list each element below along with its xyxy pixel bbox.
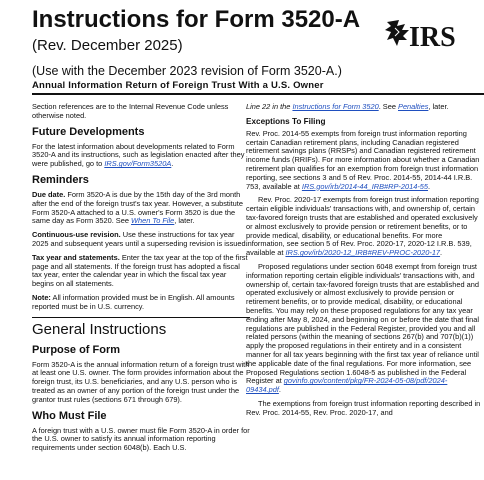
note-paragraph: Note: All information provided must be in English. All amounts reported must be in U.S. currency. (32, 292, 235, 311)
header-divider (32, 93, 484, 95)
purpose-text: Form 3520-A is the annual information return of a foreign trust with at least one U.S. owner. The form provides information about the foreign trust, its U.S. beneficiaries, and any U.S. person who is treated as an owner of any portion of the foreign trust under the grantor trust rules (sections 671 through 679). (32, 359, 250, 404)
line22-paragraph: Line 22 in the Instructions for Form 3520. See Penalties, later. (246, 102, 449, 111)
exception-proposed-regs: Proposed regulations under section 6048 exempt from foreign trust information reporting certain eligible individuals' transactions with, and ownership of, certain tax-favored foreign trusts that are established and operated exclusively or almost exclusively to provide pension or retirement benefits, or to provide medical, disability, or educational benefits. You may rely on these proposed regulations for any tax year ending after May 8, 2024, and beginning on or before the date that final regulations are published in the Federal Register, provided you and all related persons (within the meaning of sections 267(b) and 707(b)(1)) apply the proposed regulations in their entirety and in a consistent manner for all tax years beginning with the first tax year of reliance until the applicable date of the final regulations. For more information, see Proposed Regulations section 1.6048-5 as published in the Federal Register at govinfo.gov/content/pkg/FR-2024-05-08/pdf/2024-09434.pdf. (246, 261, 479, 395)
reminders-heading: Reminders (32, 173, 89, 186)
due-date-paragraph: Due date. Form 3520-A is due by the 15th day of the 3rd month after the end of the foreign trust's tax year. However, a substitute Form 3520-A attached to a U.S. owner's Form 3520 is due the same day as Form 3520. See When To File, later. (32, 189, 243, 226)
irb-2014-44-link[interactable]: IRS.gov/irb/2014-44_IRB#RP-2014-55 (301, 181, 429, 191)
irs-logo (385, 16, 456, 54)
continuous-use-paragraph: Continuous-use revision. Use these instructions for tax year 2025 and subsequent years until a superseding revision is issued. (32, 230, 248, 248)
penalties-link[interactable]: Penalties (398, 102, 429, 111)
left-column (32, 103, 250, 458)
eagle-icon (385, 16, 456, 54)
future-developments-heading: Future Developments (32, 125, 145, 138)
revision-note: (Use with the December 2023 revision of Form 3520-A.) (32, 64, 342, 78)
right-column (246, 103, 482, 423)
form3520-instructions-link[interactable]: Instructions for Form 3520 (292, 102, 379, 111)
irb-2020-12-link[interactable]: IRS.gov/irb/2020-12_IRB#REV-PROC-2020-17 (285, 248, 441, 258)
general-instructions-heading: General Instructions (32, 317, 250, 338)
exception-rp2014-55: Rev. Proc. 2014-55 exempts from foreign trust information reporting certain Canadian retirement plans, including Canadian registered retirement savings plans (RRSPs) and Canadian registered retirement income funds (RRIFs). For more information about whether a Canadian retirement plan qualifies for an exemption from foreign trust information reporting, see sections 3 and 5 of Rev. Proc. 2014-55, 2014-44 I.R.B. 753, available at IRS.gov/irb/2014-44_IRB#RP-2014-55. (246, 128, 480, 191)
govinfo-link[interactable]: govinfo.gov/content/pkg/FR-2024-05-08/pdf/2024-09434.pdf (246, 376, 448, 395)
form-title: Instructions for Form 3520-A (32, 6, 361, 33)
exemptions-paragraph: The exemptions from foreign trust information reporting described in Rev. Proc. 2014-55, Rev. Proc. 2020-17, and (246, 398, 481, 417)
form3520a-link[interactable]: IRS.gov/Form3520A (104, 159, 172, 169)
intro-text: Section references are to the Internal Revenue Code unless otherwise noted. (32, 102, 229, 120)
who-must-file-text: A foreign trust with a U.S. owner must file Form 3520-A in order for the U.S. owner to satisfy its annual information reporting requirements under section 6048(b). Each U.S. (32, 425, 250, 453)
who-must-file-heading: Who Must File (32, 409, 107, 422)
revision-date: (Rev. December 2025) (32, 37, 183, 54)
future-developments-text: For the latest information about developments related to Form 3520-A and its instructions, such as legislation enacted after they were published, go to IRS.gov/Form3520A. (32, 141, 245, 169)
exception-rp2020-17: Rev. Proc. 2020-17 exempts from foreign trust information reporting certain eligible individuals' transactions with, and ownership of, certain tax-favored foreign trusts that are established and operated exclusively or almost exclusively to provide pension or retirement benefits, or to provide medical, disability, or educational benefits. For more information, see section 5 of Rev. Proc. 2020-17, 2020-12 I.R.B. 539, available at IRS.gov/irb/2020-12_IRB#REV-PROC-2020-17. (246, 195, 479, 258)
when-to-file-link[interactable]: When To File (131, 216, 175, 226)
logo-text: IRS (409, 22, 456, 53)
purpose-heading: Purpose of Form (32, 343, 121, 356)
form-subtitle: Annual Information Return of Foreign Trust With a U.S. Owner (32, 80, 324, 91)
tax-year-paragraph: Tax year and statements. Enter the tax year at the top of the first page and all statements. If the foreign trust has adopted a fiscal tax year, enter the calendar year in which the fiscal tax year begins on all statements. (32, 252, 248, 289)
exceptions-heading: Exceptions To Filing (246, 116, 326, 126)
